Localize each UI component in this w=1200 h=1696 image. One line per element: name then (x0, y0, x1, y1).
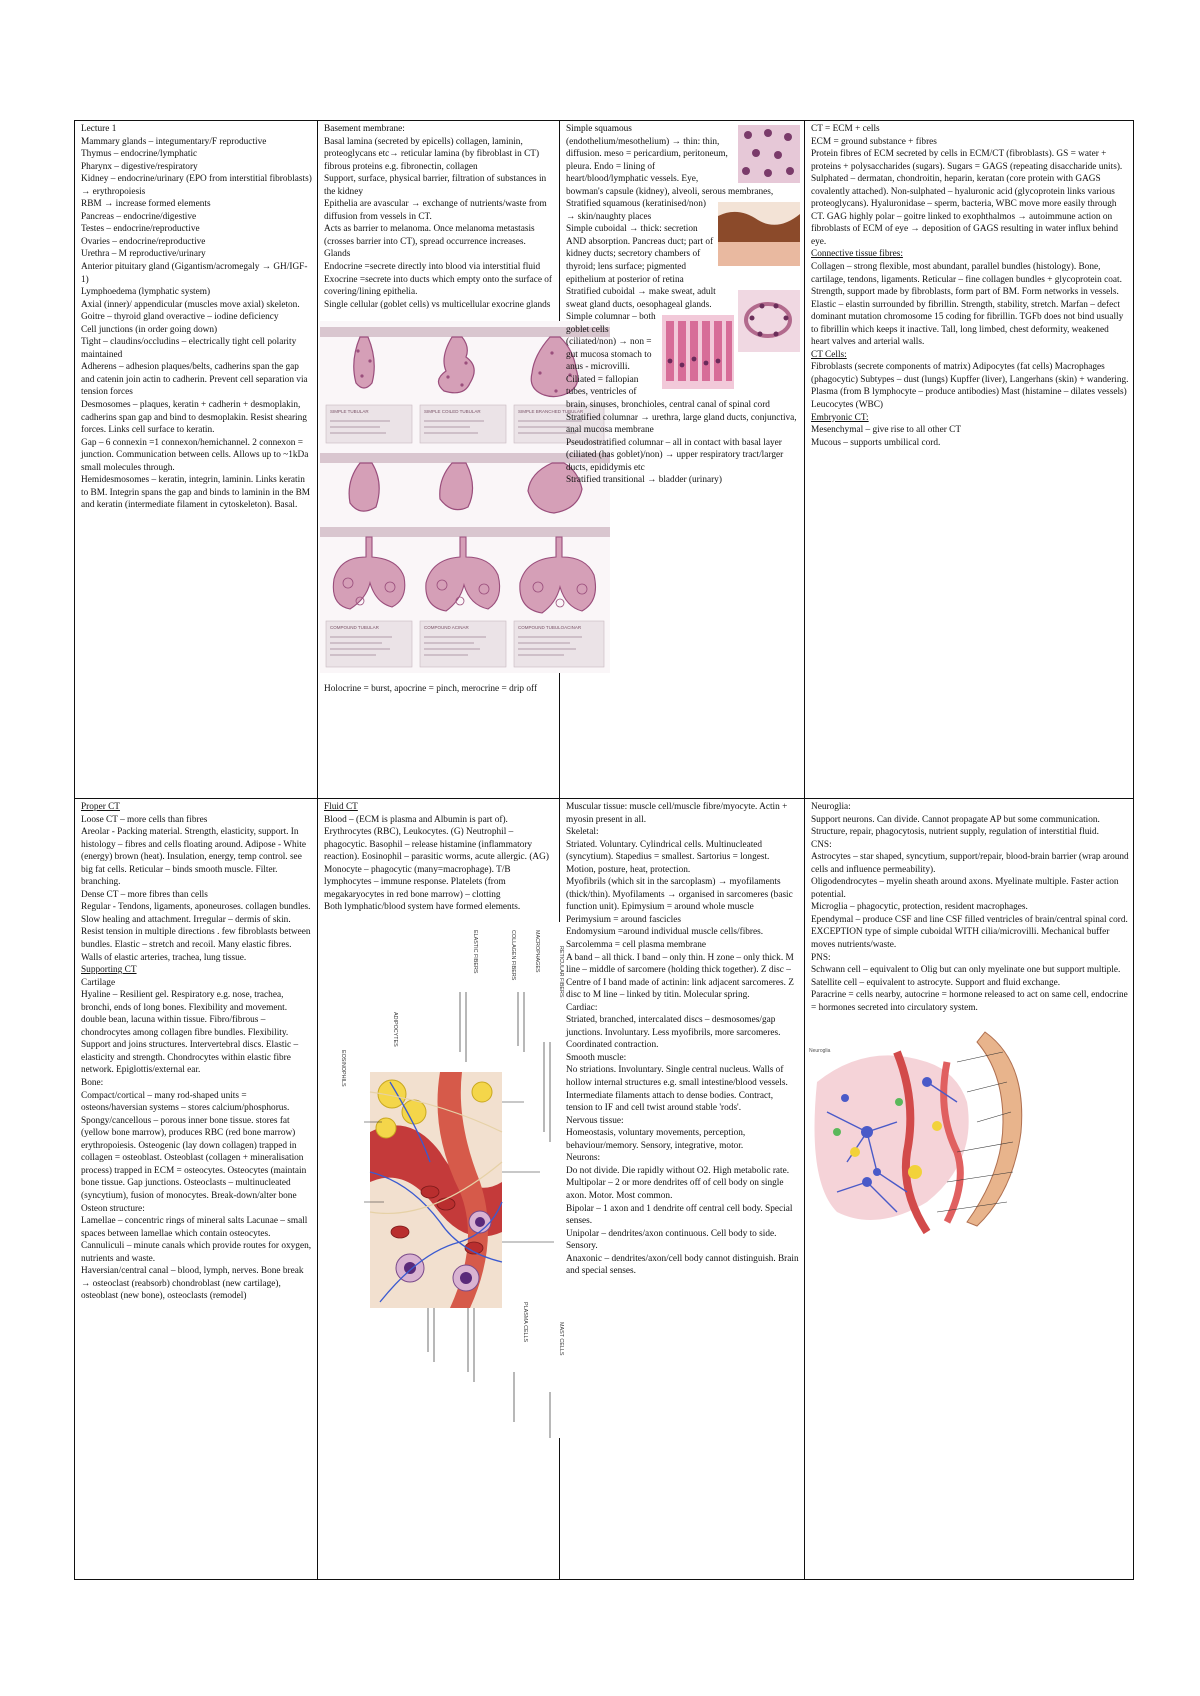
note-line: Proper CT (81, 802, 120, 812)
cell-epithelia (560, 121, 805, 799)
gland-label: SIMPLE BRANCHED TUBULAR (518, 409, 584, 415)
figure-label: COLLAGEN FIBERS (510, 929, 516, 981)
note-line: Bipolar – 1 axon and 1 dendrite off central cell body. Special senses. (566, 1203, 793, 1227)
note-line: Mammary glands – integumentary/F reproductive (81, 136, 267, 147)
note-line: Neuroglia: (811, 802, 851, 812)
note-line: Support, surface, physical barrier, filtration of substances in the kidney (324, 174, 547, 197)
gland-label: SIMPLE TUBULAR (330, 409, 369, 415)
note-line: Fibroblasts (secrete components of matrix) Adipocytes (fat cells) Macrophages (phagocytic) Subtypes – dust (lungs) Kupffer (liver), Langerhans (skin) + wandering. Plasma (from B lymphocyte – produce antibodies) Mast (histamine – dilates vessels) Leucocytes (WBC) (811, 362, 1129, 411)
figure-label: ELASTIC FIBERS (472, 929, 478, 974)
note-line: Adherens – adhesion plaques/belts, cadherins span the gap and catenin join actin to cadherin. Prevent cell separation via tension forces (81, 362, 308, 398)
note-line: Endocrine =secrete directly into blood via interstitial fluid (324, 262, 541, 273)
gland-label: COMPOUND TUBULAR (330, 625, 379, 631)
note-line: Tight – claudins/occludins – electrically tight cell polarity maintained (81, 337, 297, 360)
note-line: Mucous – supports umbilical cord. (811, 437, 941, 448)
cell-muscular-nervous (560, 799, 805, 1579)
note-line: Anterior pituitary gland (Gigantism/acromegaly → GH/IGF-1) (81, 262, 308, 285)
note-line: Nervous tissue: (566, 1115, 624, 1126)
note-line: Skeletal: (566, 827, 599, 838)
note-line: Bone: (81, 1078, 104, 1089)
note-line: Oligodendrocytes – myelin sheath around axons. Myelinate multiple. Faster action potential. (811, 877, 1119, 900)
note-line: Endomysium =around individual muscle cells/fibres. Sarcolemma = cell plasma membrane (566, 927, 764, 951)
gland-secretion-types: Holocrine = burst, apocrine = pinch, merocrine = drip off (324, 684, 538, 695)
note-line: Blood – (ECM is plasma and Albumin is part of). (324, 814, 508, 825)
note-line: Paracrine = cells nearby, autocrine = hormone released to act on same cell, endocrine = hormones secreted into circulatory system. (811, 990, 1128, 1013)
stratified-squamous-micrograph (718, 202, 800, 266)
note-line: Epithelia are avascular → exchange of nutrients/waste from diffusion from vessels in CT. (324, 199, 547, 222)
figure-label: RETICULAR FIBERS (558, 945, 564, 998)
note-line: Ovaries – endocrine/reproductive (81, 236, 206, 247)
note-line: Simple squamous (endothelium/mesothelium) → thin: thin, diffusion. meso = pericardium, peritoneum, pleura. Endo = lining of heart/blood/lymphatic vessels. Eye, bowman's capsule (kidney), alveoli, serous membranes, (566, 124, 774, 197)
cell-text (81, 123, 313, 512)
gland-label: COMPOUND TUBULOACINAR (518, 625, 582, 631)
cell-connective-tissue (805, 121, 1133, 799)
cell-proper-ct (75, 799, 318, 1579)
note-line: Simple cuboidal → thick: secretion AND absorption. Pancreas duct; part of kidney ducts; secretory chambers of thyroid; lens surface; pigmented epithelium at posterior of retina (566, 224, 714, 285)
note-line: Stratified squamous (keratinised/non) → skin/naughty places (566, 199, 706, 222)
note-line: A band – all thick. I band – only thin. H zone – only thick. M line – middle of sarcomere (holding thick together). Z disc – Centre of I band made of actinin: link adjacent sarcomeres. Z disc to M line – linked by titin. Molecular spring. (566, 952, 794, 1001)
note-line: Lymphoedema (lymphatic system) (81, 287, 211, 298)
cell-basement-membrane (318, 121, 584, 799)
figure-label: MAST CELLS (558, 1321, 564, 1356)
note-line: Areolar - Packing material. Strength, elasticity, support. In histology – fibres and cells floating around. Adipose - White (energy) brown (heat). Insulation, energy, temp control. see big fat cells. Reticular – binds smooth muscle. Filter. branching. (81, 827, 306, 888)
note-line: Unipolar – dendrites/axon continuous. Cell body to side. Sensory. (566, 1228, 777, 1252)
note-line: Myofibrils (which sit in the sarcoplasm) → myofilaments (thick/thin). Myofilaments → organised in sarcomeres (basic function unit). Epimysium = around whole muscle Perimysium = around fascicles (566, 877, 793, 925)
cell-fluid-ct (318, 799, 564, 1579)
note-line: Pharynx – digestive/respiratory (81, 161, 198, 172)
gland-label: SIMPLE COILED TUBULAR (424, 409, 481, 415)
note-line: Cardiac: (566, 1002, 598, 1013)
note-line: Connective tissue fibres: (811, 249, 903, 260)
note-line: PNS: (811, 952, 831, 963)
note-line: Glands (324, 249, 351, 260)
note-line: Thymus – endocrine/lymphatic (81, 149, 198, 160)
note-line: Mesenchymal – give rise to all other CT (811, 425, 962, 436)
simple-squamous-micrograph (738, 125, 800, 183)
figure-label: EOSINOPHILS (340, 1049, 346, 1087)
note-line: Goitre – thyroid gland overactive – iodine deficiency (81, 312, 279, 323)
note-line: Pancreas – endocrine/digestive (81, 211, 197, 222)
note-line: CT Cells: (811, 349, 847, 360)
note-line: No striations. Involuntary. Single central nucleus. Walls of hollow internal structures e.g. small intestine/blood vessels. (566, 1065, 788, 1089)
note-line: Acts as barrier to melanoma. Once melanoma metastasis (crosses barrier into CT), spread occurrence increases. (324, 224, 535, 247)
note-line: Smooth muscle: (566, 1052, 627, 1063)
note-line: Cell junctions (in order going down) (81, 324, 218, 335)
note-line: Schwann cell – equivalent to Olig but can only myelinate one but support multiple. (811, 965, 1121, 976)
cell-text (566, 801, 800, 1278)
note-line: Stratified cuboidal → make sweat, adult sweat gland ducts, oesophageal glands. (566, 287, 716, 310)
note-line: Gap – 6 connexin =1 connexon/hemichannel. 2 connexon = junction. Communication between cells. Allows up to ~1kDa small molecules through. (81, 437, 309, 473)
cell-lecture1 (75, 121, 318, 799)
note-line: RBM → increase formed elements (81, 199, 211, 210)
note-line: Both lymphatic/blood system have formed elements. (324, 902, 521, 913)
note-line: Fluid CT (324, 802, 358, 812)
note-line: Stratified columnar → urethra, large gland ducts, conjunctiva, anal mucosa membrane (566, 412, 797, 436)
figure-label: MACROPHAGES (534, 929, 540, 973)
note-line: Basal lamina (secreted by epicells) collagen, laminin, proteoglycans etc→ reticular lamina (by fibroblast in CT) fibrous proteins e.g. fibronectin, collagen (324, 136, 540, 172)
note-line: Homeostasis, voluntary movements, perception, behaviour/memory. Sensory, integrative, motor. (566, 1128, 746, 1151)
note-line: Pseudostratified columnar – all in contact with basal layer (ciliated (has goblet)/non) → upper respiratory tract/larger ducts, epididymis etc (566, 437, 784, 473)
note-line: Muscular tissue: muscle cell/muscle fibre/myocyte. Actin + myosin present in all. (566, 802, 788, 825)
note-line: Urethra – M reproductive/urinary (81, 249, 206, 260)
note-line: Do not divide. Die rapidly without O2. High metabolic rate. (566, 1165, 790, 1176)
note-line: Multipolar – 2 or more dendrites off of cell body on single axon. Motor. Most common. (566, 1178, 784, 1201)
note-line: Anaxonic – dendrites/axon/cell body cannot distinguish. Brain and special senses. (566, 1253, 799, 1277)
note-line: CT = ECM + cells (811, 124, 880, 134)
note-line: Support neurons. Can divide. Cannot propagate AP but some communication. Structure, repair, phagocytosis, nutrient supply, regulation of interstitial fluid. (811, 814, 1100, 838)
connective-tissue-illustration (324, 922, 564, 1438)
note-line: Haversian/central canal – blood, lymph, nerves. Bone break → osteoclast (reabsorb) chondroblast (new cartilage), osteoblast (new bone), osteoclasts (remodel) (81, 1266, 304, 1302)
note-line: Simple columnar – both goblet cells (ciliated/non) → non = gut mucosa stomach to anus - microvilli. Ciliated = fallopian tubes, ventricles of brain, sinuses, bronchioles, central canal of spinal cord (566, 312, 770, 411)
note-line: Lecture 1 (81, 124, 117, 134)
note-line: Basement membrane: (324, 124, 405, 134)
figure-label: PLASMA CELLS (522, 1301, 528, 1343)
note-line: Striated, branched, intercalated discs – desmosomes/gap junctions. Involuntary. Less myofibrils, more sarcomeres. Coordinated contraction. (566, 1015, 781, 1051)
note-line: Supporting CT (81, 965, 137, 976)
neuroglia-illustration (807, 1022, 1043, 1242)
note-line: Regular - Tendons, ligaments, aponeuroses. collagen bundles. Slow healing and attachment. Irregular – dermis of skin. Resist tension in multiple directions . few fibroblasts between bundles. Elastic – stretch and recoil. Many elastic fibres. Walls of elastic arteries, trachea, lung tissue. (81, 902, 311, 963)
note-line: Hemidesmosomes – keratin, integrin, laminin. Links keratin to BM. Integrin spans the gap and binds to laminin in the BM and keratin (intermediate filament in cytoskeleton). Basal. (81, 475, 311, 511)
cell-neuroglia (805, 799, 1133, 1579)
note-line: Ependymal – produce CSF and line CSF filled ventricles of brain/central spinal cord. EXCEPTION type of simple cuboidal WITH cilia/microvilli. Mechanical buffer moves nutrients/waste. (811, 914, 1128, 951)
note-line: Satellite cell – equivalent to astrocyte. Support and fluid exchange. (811, 977, 1061, 988)
note-line: Intermediate filaments attach to dense bodies. Contract, tension to IF and cell twist around stable 'rods'. (566, 1090, 774, 1114)
cell-text (324, 123, 555, 311)
note-line: Loose CT – more cells than fibres (81, 814, 208, 825)
cell-text (324, 801, 555, 914)
svg-text:Neuroglia: Neuroglia (809, 1048, 831, 1055)
note-line: Lamellae – concentric rings of mineral salts Lacunae – small spaces between lamellae which contain osteocytes. Cannuliculi – minute canals which provide routes for oxygen, nutrients and waste. (81, 1216, 312, 1264)
simple-cuboidal-micrograph (738, 290, 800, 352)
cell-text (811, 123, 1129, 449)
note-line: Erythrocytes (RBC), Leukocytes. (G) Neutrophil – phagocytic. Basophil – release histamine (inflammatory reaction). Eosinophil – parasitic worms, acute allergic. (AG) Monocyte – phagocytic (many=macrophage). T/B lymphocytes – immune response. Platelets (from megakaryocytes in red bone marrow) – clotting (324, 827, 549, 900)
note-line: Dense CT – more fibres than cells (81, 889, 208, 900)
note-line: Kidney – endocrine/urinary (EPO from interstitial fibroblasts) → erythropoiesis (81, 174, 312, 197)
note-line: Testes – endocrine/reproductive (81, 224, 200, 235)
figure-label: ADIPOCYTES (392, 1011, 398, 1047)
note-line: ECM = ground substance + fibres (811, 136, 937, 147)
cell-text (811, 801, 1129, 1014)
note-line: Compact/cortical – many rod-shaped units = osteons/haversian systems – stores calcium/phosphorus. Spongy/cancellous – porous inner bone tissue. stores fat (yellow bone marrow), produces RBC (red bone marrow) erythropoiesis. Osteogenic (lay down collagen) trapped in collagen = osteoblast. Osteoblast (collagen + mineralisation process) trapped in ECM = osteocytes. Osteocytes (maintain bone tissue. Gap junctions. Osteoclasts – multinucleated (syncytium), fusion of monocytes. Break-down/alter bone Osteon structure: (81, 1090, 307, 1214)
columnar-micrograph (662, 315, 734, 389)
note-line: Cartilage (81, 977, 116, 988)
note-line: Hyaline – Resilient gel. Respiratory e.g. nose, trachea, bronchi, ends of long bones. Flexibility and movement. double bean, lacuna within tissue. Fibro/fibrous – chondrocytes among collagen fibre bundles. Flexibility. Support and joins structures. Intervertebral discs. Elastic – elasticity and strength. Chondrocytes within elastic fibre network. Epiglottis/external ear. (81, 990, 299, 1076)
note-line: Exocrine =secrete into ducts which empty onto the surface of covering/lining epithelia. (324, 274, 553, 298)
cell-text (81, 801, 313, 1303)
note-line: Astrocytes – star shaped, syncytium, support/repair, blood-brain barrier (wrap around cells and influence permeability). (811, 852, 1129, 875)
note-line: Neurons: (566, 1153, 601, 1164)
notes-sheet (74, 120, 1134, 1580)
note-line: Embryonic CT: (811, 412, 869, 423)
gland-label: COMPOUND ACINAR (424, 625, 469, 631)
note-line: Single cellular (goblet cells) vs multicellular exocrine glands (324, 299, 551, 310)
note-line: Striated. Voluntary. Cylindrical cells. Multinucleated (syncytium). Stapedius = smallest. Sartorius = longest. Motion, posture, heat, protection. (566, 839, 770, 875)
note-line: Microglia – phagocytic, protection, resident macrophages. (811, 902, 1028, 913)
note-line: Collagen – strong flexible, most abundant, parallel bundles (histology). Bone, cartilage, tendons, ligaments. Reticular – fine collagen bundles + glycoprotein coat. Strength, support made by fibroblasts, form part of BM. Form networks in vessels. Elastic – elastin surrounded by fibrillin. Strength, stability, stretch. Marfan – defect dominant mutation chromosome 15 coding for fibrillin. TGFb does not bind usually to fibrillin which keeps it inactive. Tall, long limbed, chest deformity, weakened heart valves and arterial walls. (811, 262, 1124, 348)
note-line: Axial (inner)/ appendicular (muscles move axial) skeleton. (81, 299, 300, 310)
note-line: CNS: (811, 839, 832, 850)
note-line: Stratified transitional → bladder (urinary) (566, 475, 722, 486)
note-line: Protein fibres of ECM secreted by cells in ECM/CT (fibroblasts). GS = water + proteins + polysaccharides (sugars). Sugars = GAGS (repeating disaccharide units). Sulphated – dermatan, chondroitin, heparin, keratan (core protein with GAGS covalently attached). Non-sulphated – hyaluronic acid (glycoprotein links various proteoglycans). Hyaluronidase – sperm, bacteria, WBC move more easily through CT. GAG highly polar – goitre linked to exophthalmos → autoimmune action on fibroblasts of ECM of eye → deposition of GAGS resulting in water influx behind eye. (811, 149, 1123, 247)
note-line: Desmosomes – plaques, keratin + cadherin + desmoplakin, cadherins span gap and bind to desmoplakin. Resist shearing forces. Links cell surface to keratin. (81, 400, 307, 436)
